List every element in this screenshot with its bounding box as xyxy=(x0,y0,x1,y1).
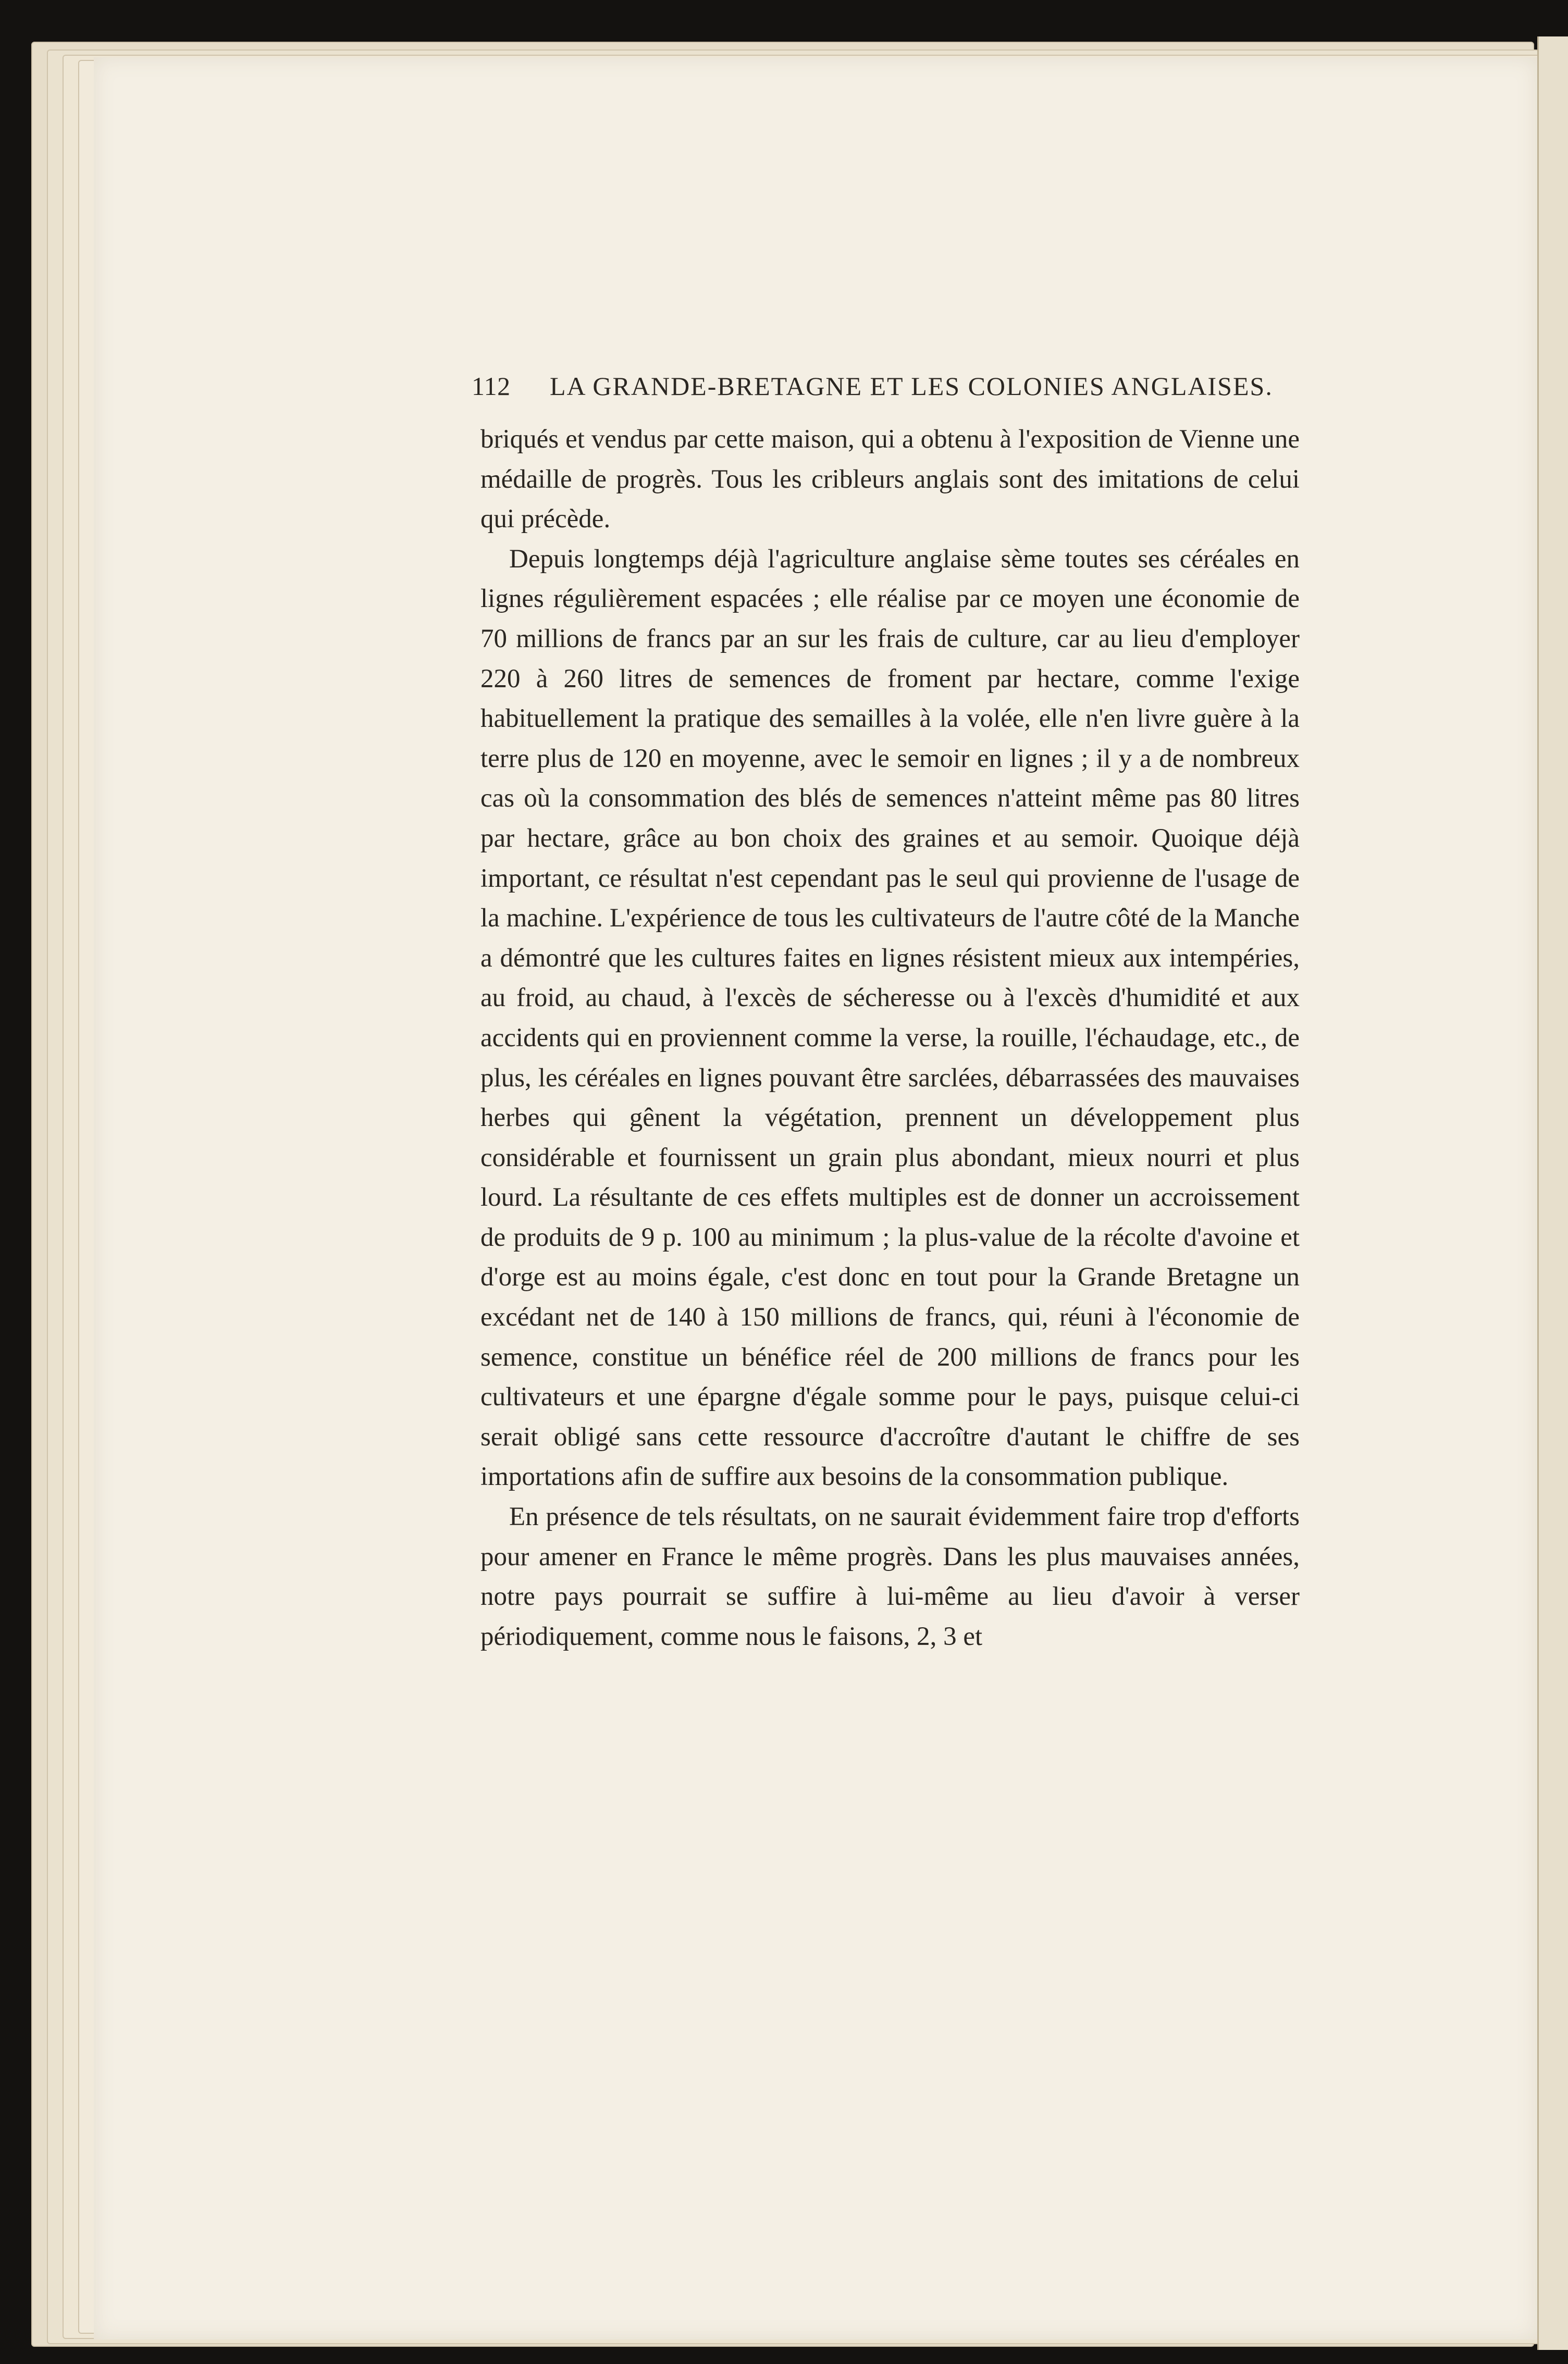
page-header xyxy=(472,371,1316,413)
adjacent-page-edge xyxy=(1537,36,1568,2350)
paragraph: En présence de tels résultats, on ne saurait évidemment faire trop d'efforts pour amener en France le même progrès. Dans les plus mauvaises années, notre pays pourrait se suffire à lui-même au lieu d'avoir à verser périodiquement, comme nous le faisons, 2, 3 et xyxy=(480,1502,1300,1651)
running-title: LA GRANDE-BRETAGNE ET LES COLONIES ANGLAISES. xyxy=(550,372,1273,401)
body-text xyxy=(480,419,1300,1858)
paragraph-continuation: briqués et vendus par cette maison, qui a obtenu à l'exposition de Vienne une médaille de progrès. Tous les cribleurs anglais sont des imitations de celui qui précède. xyxy=(480,425,1300,534)
page-number: 112 xyxy=(472,372,511,401)
paragraph: Depuis longtemps déjà l'agriculture anglaise sème toutes ses céréales en lignes régulièrement espacées ; elle réalise par ce moyen une économie de 70 millions de francs par an sur les frais de culture, car au lieu d'employer 220 à 260 litres de semences de froment par hectare, comme l'exige habituellement la pratique des semailles à la volée, elle n'en livre guère à la terre plus de 120 en moyenne, avec le semoir en lignes ; il y a de nombreux cas où la consommation des blés de semences n'atteint même pas 80 litres par hectare, grâce au bon choix des graines et au semoir. Quoique déjà important, ce résultat n'est cependant pas le seul qui provienne de l'usage de la machine. L'expérience de tous les cultivateurs de l'autre côté de la Manche a démontré que les cultures faites en lignes résistent mieux aux intempéries, au froid, au chaud, à l'excès de sécheresse ou à l'excès d'humidité et aux accidents qui en proviennent comme la verse, la rouille, l'échaudage, etc., de plus, les céréales en lignes pouvant être sarclées, débarrassées des mauvaises herbes qui gênent la végétation, prennent un développement plus considérable et fournissent un grain plus abondant, mieux nourri et plus lourd. La résultante de ces effets multiples est de donner un accroissement de produits de 9 p. 100 au minimum ; la plus-value de la récolte d'avoine et d'orge est au moins égale, c'est donc en tout pour la Grande Bretagne un excédant net de 140 à 150 millions de francs, qui, réuni à l'économie de semence, constitue un bénéfice réel de 200 millions de francs pour les cultivateurs et une épargne d'égale somme pour le pays, puisque celui-ci serait obligé sans cette ressource d'accroître d'autant le chiffre de ses importations afin de suffire aux besoins de la consommation publique. xyxy=(480,544,1300,1492)
